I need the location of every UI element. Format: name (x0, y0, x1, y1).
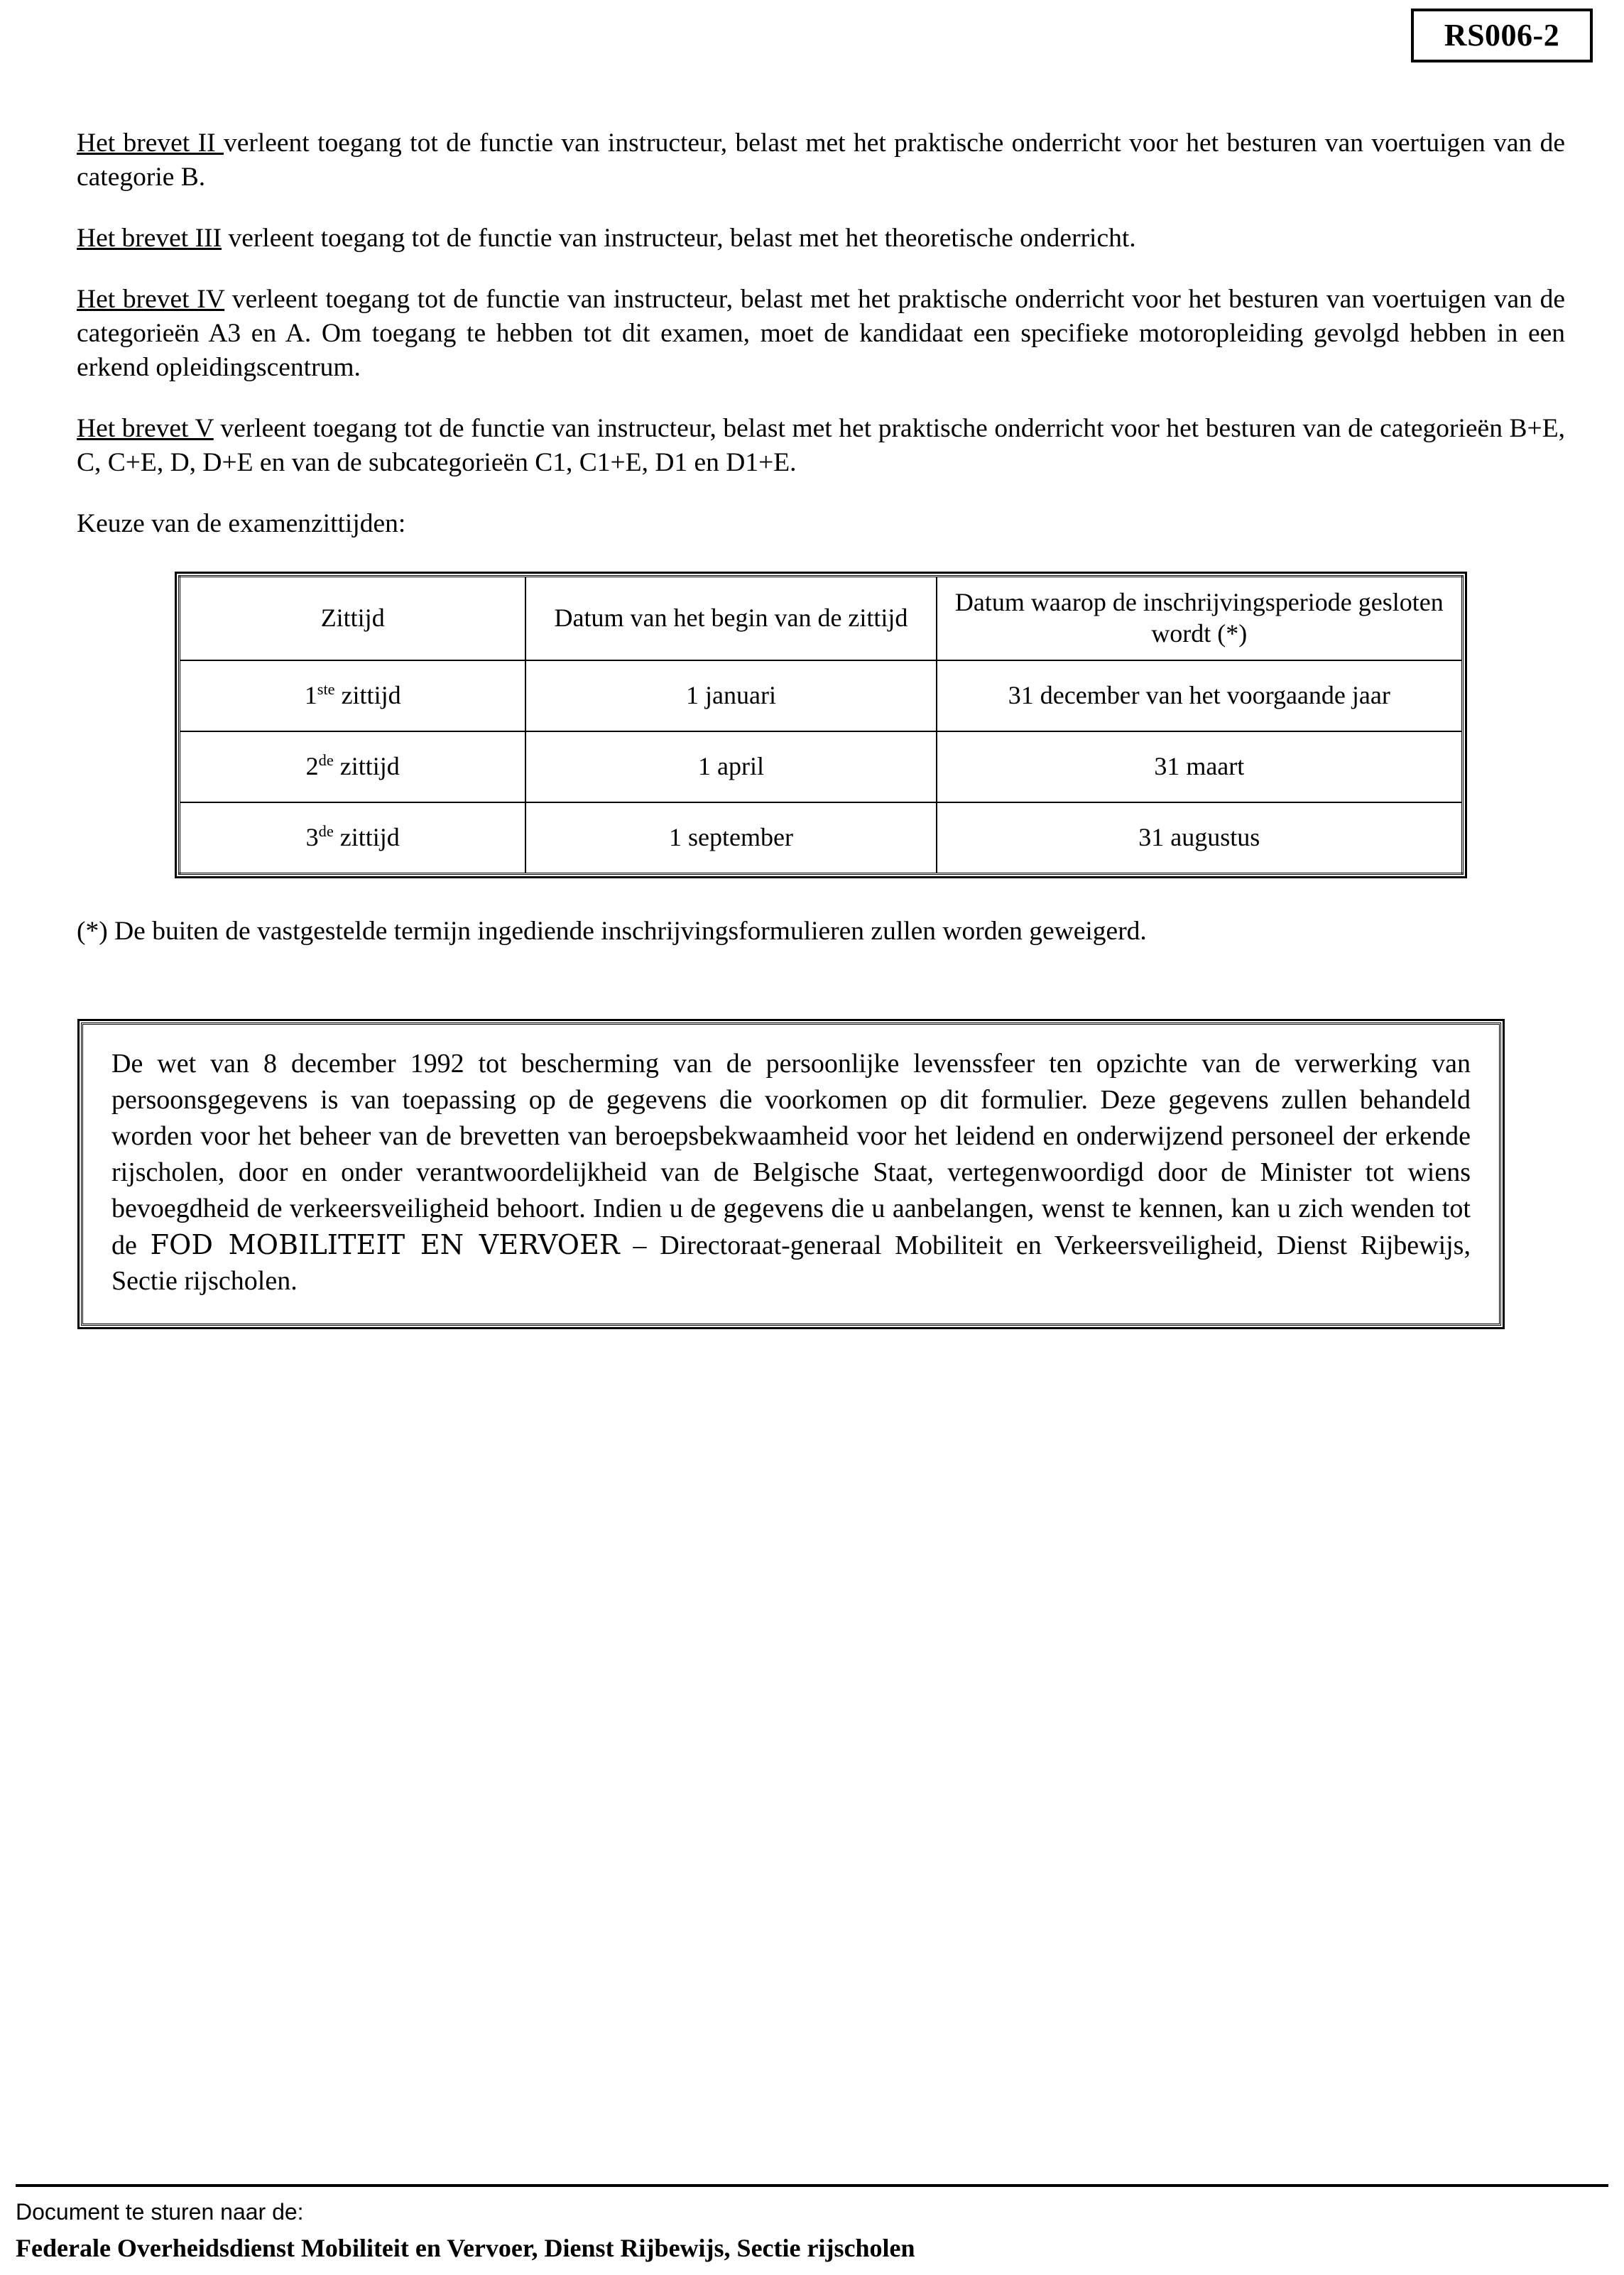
table-footnote: (*) De buiten de vastgestelde termijn ingediende inschrijvingsformulieren zullen worden geweigerd. (77, 917, 1147, 946)
paragraph-brevet-iv (77, 283, 1565, 385)
brevet-iv-text: verleent toegang tot de functie van instructeur, belast met het praktische onderricht voor het besturen van voertuigen van de categorieën A3 en A. Om toegang te hebben tot dit examen, moet de kandidaat een specifieke motoropleiding gevolgd hebben in een erkend opleidingscentrum. (77, 285, 1566, 382)
sessions-table-wrapper (77, 575, 1565, 875)
privacy-notice-part1: De wet van 8 december 1992 tot bescherming van de persoonlijke levenssfeer ten opzichte van de verwerking van persoonsgegevens is van toepassing op de gegevens die voorkomen op dit formulier. Deze gegevens zullen behandeld worden voor het beheer van de brevetten van beroepsbekwaamheid voor het leidend en onderwijzend personeel der erkende rijscholen, door en onder verantwoordelijkheid van de Belgische Staat, vertegenwoordigd door de Minister tot wiens bevoegdheid de verkeersveiligheid behoort. Indien u de gegevens die u aanbelangen, wenst te kennen, kan u zich wenden tot de (111, 1049, 1471, 1260)
brevet-iii-label: Het brevet III (77, 224, 222, 253)
header-row (0, 0, 1593, 82)
document-body (77, 126, 1565, 1326)
cell-close-date: 31 december van het voorgaande jaar (937, 660, 1463, 731)
form-code-text: RS006-2 (1444, 18, 1560, 53)
table-row (180, 660, 1463, 731)
table-row (180, 731, 1463, 802)
cell-start-date: 1 januari (525, 660, 936, 731)
privacy-notice-box (81, 1022, 1501, 1326)
session-number: 3 (305, 823, 319, 852)
paragraph-brevet-v (77, 412, 1565, 480)
form-code-box (1411, 9, 1593, 62)
cell-session (180, 660, 526, 731)
paragraph-brevet-ii (77, 126, 1565, 195)
brevet-iii-text: verleent toegang tot de functie van instructeur, belast met het theoretische onderricht. (222, 224, 1136, 253)
brevet-iv-label: Het brevet IV (77, 285, 225, 314)
session-ordinal: ste (317, 680, 335, 699)
session-number: 1 (304, 681, 317, 710)
session-word: zittijd (334, 681, 401, 710)
cell-session (180, 802, 526, 874)
column-header-start-date: Datum van het begin van de zittijd (525, 577, 936, 661)
footer-authority-name: Federale Overheidsdienst Mobiliteit en Vervoer, Dienst Rijbewijs, Sectie rijscholen (16, 2234, 915, 2263)
paragraph-brevet-iii (77, 222, 1565, 256)
brevet-v-text: verleent toegang tot de functie van instructeur, belast met het praktische onderricht voor het besturen van de categorieën B+E, C, C+E, D, D+E en van de subcategorieën C1, C1+E, D1 en D1+E. (77, 414, 1565, 477)
column-header-session: Zittijd (180, 577, 526, 661)
column-header-close-date: Datum waarop de inschrijvingsperiode gesloten wordt (*) (937, 577, 1463, 661)
cell-start-date: 1 april (525, 731, 936, 802)
brevet-ii-text: verleent toegang tot de functie van instructeur, belast met het praktische onderricht voor het besturen van voertuigen van de categorie B. (77, 129, 1565, 192)
brevet-v-label: Het brevet V (77, 414, 214, 443)
table-header-row (180, 577, 1463, 661)
privacy-notice-organisation: FOD MOBILITEIT EN VERVOER (150, 1228, 620, 1260)
sessions-table (178, 575, 1464, 875)
session-ordinal: de (318, 822, 334, 841)
table-row (180, 802, 1463, 874)
cell-start-date: 1 september (525, 802, 936, 874)
cell-close-date: 31 maart (937, 731, 1463, 802)
privacy-notice-text (111, 1046, 1471, 1299)
cell-session (180, 731, 526, 802)
session-number: 2 (305, 752, 319, 781)
page-footer (16, 2184, 1608, 2275)
footer-send-to-label: Document te sturen naar de: (16, 2199, 304, 2225)
privacy-notice-part2: – Directoraat-generaal Mobiliteit en Verkeersveiligheid, Dienst Rijbewijs, Sectie rijscholen. (111, 1230, 1471, 1297)
brevet-ii-label: Het brevet II (77, 129, 224, 158)
session-word: zittijd (333, 823, 400, 852)
session-ordinal: de (318, 751, 334, 770)
footer-divider (16, 2184, 1608, 2187)
cell-close-date: 31 augustus (937, 802, 1463, 874)
sessions-lead-in: Keuze van de examenzittijden: (77, 509, 406, 538)
session-word: zittijd (333, 752, 400, 781)
